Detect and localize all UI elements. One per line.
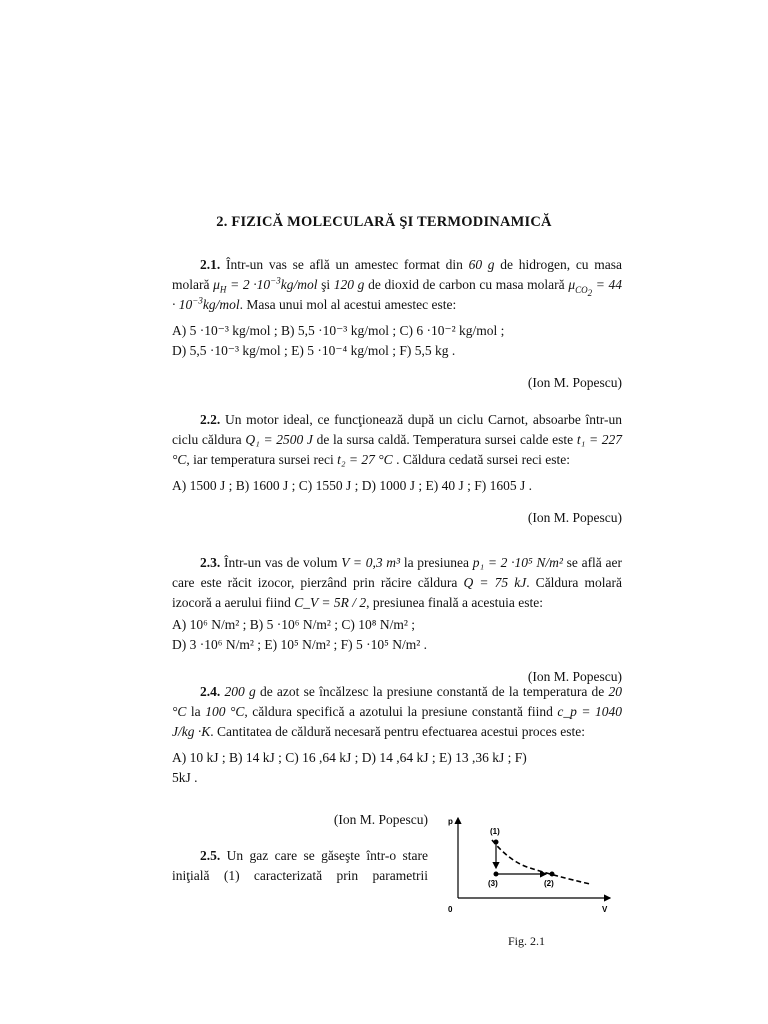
author: (Ion M. Popescu) [527, 375, 622, 390]
problem-text [172, 866, 428, 886]
problem-number: 2.1. [200, 257, 221, 272]
text-run: , presiunea finală a acestuia este: [366, 595, 543, 610]
answers-row: 5kJ . [172, 770, 198, 785]
math-cv: C_V = 5R / 2 [294, 595, 367, 610]
text-run: Un gaz care se găseşte într-o stare [226, 848, 429, 863]
math-t-from: 20 °C [172, 684, 623, 719]
math-volume: V = 0,3 m³ [341, 555, 401, 570]
exponent: −3 [192, 295, 203, 306]
math-mass: 200 g [224, 684, 256, 699]
problem-2-3 [172, 553, 622, 687]
author: (Ion M. Popescu) [527, 510, 622, 525]
text-run: este: [545, 452, 570, 467]
point-1-label: (1) [490, 827, 500, 836]
value: = 44 · 10 [172, 277, 623, 312]
point-2 [550, 872, 555, 877]
text-run: la presiunea [403, 555, 469, 570]
text-run: . Cantitatea de căldură necesară pentru efectuarea acestui [210, 724, 519, 739]
point-3-label: (3) [488, 879, 498, 888]
unit: kg/mol [280, 277, 318, 292]
answers-row: D) 3 ·10⁶ N/m² ; E) 10⁵ N/m² ; F) 5 ·10⁵ N/m² . [172, 637, 427, 652]
problem-2-1 [172, 255, 622, 393]
problem-number: 2.4. [200, 684, 221, 699]
text-run: de hidrogen, cu masa [500, 257, 623, 272]
text-run: Într-un vas se află un amestec format din [225, 257, 463, 272]
value: = 2 ·10 [230, 277, 271, 292]
problem-text [172, 846, 428, 866]
text-run: şi [321, 277, 331, 292]
axis-p-label: p [448, 817, 453, 826]
math-q: Q = 75 kJ [463, 575, 527, 590]
subscript: CO [575, 284, 588, 295]
pv-diagram [440, 810, 620, 932]
author: (Ion M. Popescu) [333, 812, 428, 827]
math-mass-h: 60 g [468, 257, 495, 272]
math-p1: p₁ = 2 ·10⁵ N/m² [472, 555, 563, 570]
text-run: aer care este răcit izocor, pierzând prin răcire căldura [172, 555, 622, 590]
point-3 [494, 872, 499, 877]
math-t-to: 100 °C [205, 704, 245, 719]
text-run: Un motor ideal, ce funcţionează după un ciclu Carnot, absoarbe într-un [224, 412, 622, 427]
subscript: H [219, 284, 227, 295]
math-q1: Q₁ = 2500 J [245, 432, 313, 447]
text-run: proces este: [521, 724, 586, 739]
math-t2: t₂ = 27 °C [337, 452, 393, 467]
problem-2-5 [172, 846, 428, 886]
math-cp: c_p = 1040 J/kg ·K [172, 704, 623, 739]
text-run: izocoră a aerului fiind [172, 595, 291, 610]
text-run: iniţială (1) caracterizată prin parametrii [172, 868, 428, 883]
answers-row: A) 5 ·10⁻³ kg/mol ; B) 5,5 ·10⁻³ kg/mol ; C) 6 ·10⁻² kg/mol ; [172, 323, 505, 338]
text-run: . Masa unui mol al acestui amestec este: [239, 297, 457, 312]
answers-row: A) 1500 J ; B) 1600 J ; C) 1550 J ; D) 1000 J ; E) 40 J ; F) 1605 J . [172, 478, 533, 493]
figure-caption: Fig. 2.1 [508, 934, 546, 948]
problem-text [172, 255, 622, 315]
text-run: , căldura specifică a azotului la presiune constantă fiind [244, 704, 553, 719]
answers-row: A) 10 kJ ; B) 14 kJ ; C) 16 ,64 kJ ; D) 14 ,64 kJ ; E) 13 ,36 kJ ; F) [172, 750, 527, 765]
math-mass-co2: 120 g [333, 277, 365, 292]
text-run: de azot se încălzesc la presiune constantă de la temperatura de [259, 684, 605, 699]
symbol: μ [213, 277, 220, 292]
text-run: molară [172, 277, 210, 292]
problem-text [172, 682, 622, 742]
text-run: . Căldura molară [526, 575, 623, 590]
exponent: −3 [270, 275, 281, 286]
author: (Ion M. Popescu) [527, 669, 622, 684]
axis-v-label: V [602, 905, 608, 914]
text-run: , iar temperatura sursei reci [186, 452, 334, 467]
math-t1: t₁ = 227 °C [172, 432, 623, 467]
text-run: la [190, 704, 201, 719]
answers-row: D) 5,5 ·10⁻³ kg/mol ; E) 5 ·10⁻⁴ kg/mol ; F) 5,5 kg . [172, 343, 456, 358]
problem-2-4 [172, 682, 622, 788]
text-run: de dioxid de carbon cu masa molară [368, 277, 565, 292]
problem-number: 2.2. [200, 412, 221, 427]
unit: kg/mol [202, 297, 240, 312]
problem-text [172, 410, 622, 470]
problem-text [172, 553, 622, 613]
text-run: se află [566, 555, 602, 570]
problem-number: 2.3. [200, 555, 221, 570]
point-1 [494, 840, 499, 845]
figure-2-1 [440, 810, 620, 932]
problem-number: 2.5. [200, 848, 221, 863]
math-mu-h [213, 275, 318, 295]
text-run: ciclu căldura [172, 432, 242, 447]
isotherm-curve [492, 840, 590, 884]
origin-label: 0 [448, 905, 453, 914]
problem-2-2 [172, 410, 622, 528]
text-run: de la sursa caldă. Temperatura sursei calde este [316, 432, 574, 447]
symbol: μ [568, 277, 576, 292]
chapter-title: 2. FIZICĂ MOLECULARĂ ŞI TERMODINAMICĂ [216, 214, 552, 230]
answers-row: A) 10⁶ N/m² ; B) 5 ·10⁶ N/m² ; C) 10⁸ N/m² ; [172, 617, 416, 632]
point-2-label: (2) [544, 879, 554, 888]
text-run: . Căldura cedată sursei reci [396, 452, 542, 467]
subscript: 2 [587, 287, 593, 298]
text-run: Într-un vas de volum [223, 555, 338, 570]
